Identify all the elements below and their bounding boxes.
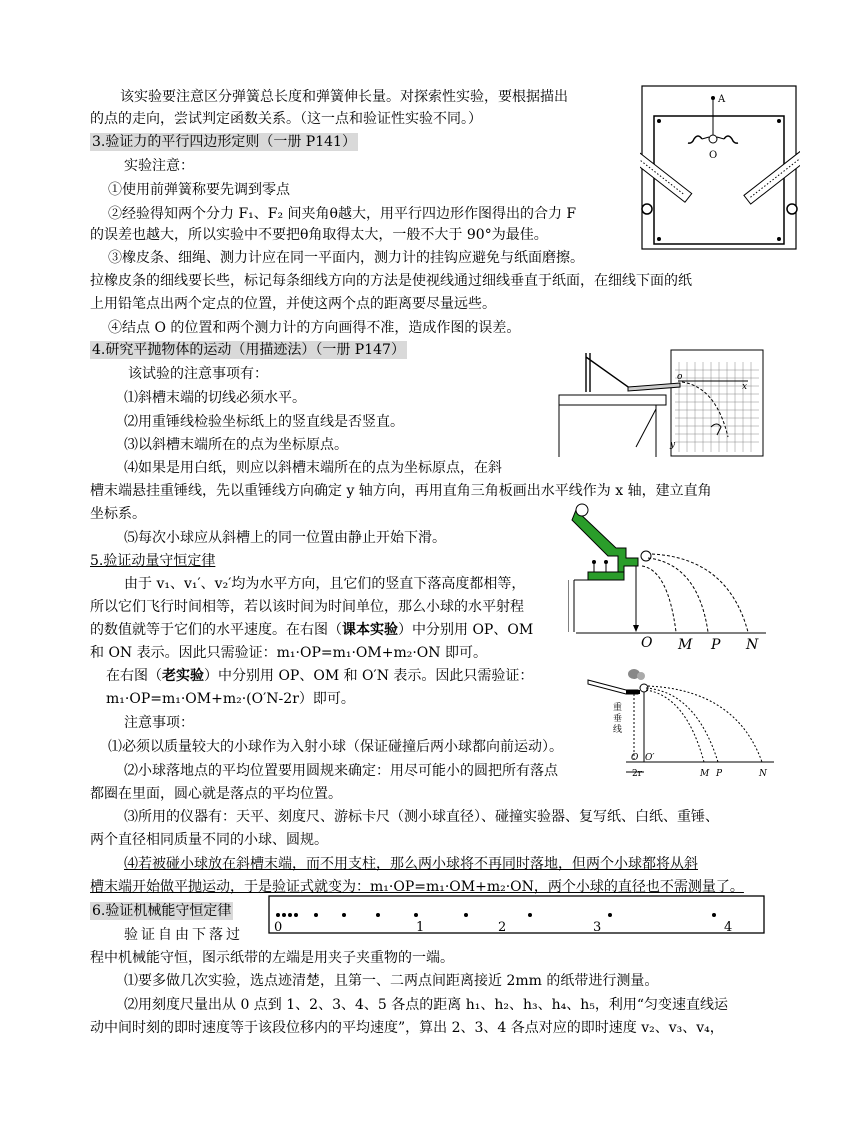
momentum-old-figure — [586, 652, 776, 782]
tape-label-4: 4 — [724, 920, 733, 935]
point-P: P — [711, 637, 721, 652]
s5-note-3a: ⑶所用的仪器有：天平、刻度尺、游标卡尺（测小球直径）、碰撞实验器、复写纸、白纸、重锤、 — [124, 809, 719, 825]
s4-note-4c: 坐标系。 — [90, 506, 146, 522]
s3-note-3b: 拉橡皮条的细线要长些，标记每条细线方向的方法是使视线通过细线垂直于纸面，在细线下面的纸 — [90, 273, 692, 289]
s5-para-5 — [106, 667, 533, 685]
s5-para-5-pre: 在右图（ — [106, 668, 162, 684]
plumb-line-label: 重垂线 — [613, 703, 623, 735]
old-point-N: N — [759, 769, 767, 779]
point-M: M — [678, 637, 693, 652]
section-4-heading: 4.研究平抛物体的运动（用描迹法）（一册 P147） — [92, 342, 405, 358]
s6-note-2a: ⑵用刻度尺量出从 0 点到 1、2、3、4、5 各点的距离 h₁、h₂、h₃、h₄、h₅，利用“匀变速直线运 — [124, 997, 728, 1013]
point-A-label: A — [718, 94, 726, 105]
s5-para-2: 所以它们飞行时间相等，若以该时间为时间单位，那么小球的水平射程 — [90, 599, 524, 615]
s4-note-1: ⑴斜槽末端的切线必须水平。 — [124, 390, 306, 406]
s4-note-4a: ⑷如果是用白纸，则应以斜槽末端所在的点为坐标原点，在斜 — [124, 460, 502, 476]
s5-note-3b: 两个直径相同质量不同的小球、圆规。 — [90, 832, 328, 848]
tape-label-1: 1 — [416, 920, 425, 935]
old-point-O-prime: O′ — [645, 753, 655, 763]
section-3-heading: 3.验证力的平行四边形定则（一册 P141） — [92, 134, 356, 150]
s5-note-2a: ⑵小球落地点的平均位置要用圆规来确定：用尽可能小的圆把所有落点 — [124, 763, 558, 779]
s5-note-2b: 都圈在里面，圆心就是落点的平均位置。 — [90, 786, 342, 802]
s3-note-4: ④结点 O 的位置和两个测力计的方向画得不准，造成作图的误差。 — [108, 320, 521, 336]
force-board-figure — [640, 84, 800, 254]
tape-label-3: 3 — [593, 920, 602, 935]
two-r-label: 2r — [632, 769, 643, 779]
s5-para-4: 和 ON 表示。因此只需验证：m₁·OP=m₁·OM+m₂·ON 即可。 — [90, 645, 487, 661]
intro-line-2: 的点的走向，尝试判定函数关系。（这一点和验证性实验不同。） — [90, 111, 482, 127]
s3-note-3c: 上用铅笔点出两个定点的位置，并使这两个点的距离要尽量远些。 — [90, 296, 496, 312]
y-axis-label: y — [670, 440, 676, 450]
s5-para-5-bold: 老实验 — [162, 668, 204, 684]
s3-note-2b: 的误差也越大，所以实验中不要把θ角取得太大，一般不大于 90°为最佳。 — [90, 227, 548, 243]
section-5-title: 5.验证动量守恒定律 — [90, 553, 216, 569]
projectile-apparatus-figure — [556, 347, 766, 459]
section-5-heading — [90, 552, 215, 570]
s3-subheading: 实验注意： — [124, 158, 194, 174]
s5-para-3 — [90, 621, 533, 639]
old-point-O: O — [631, 753, 639, 763]
s4-note-5: ⑸每次小球应从斜槽上的同一位置由静止开始下滑。 — [124, 530, 446, 546]
s5-para-3-pre: 的数值就等于它们的水平速度。在右图（ — [90, 622, 342, 638]
s5-note-4a: ⑷若被碰小球放在斜槽末端，而不用支柱，那么两小球将不再同时落地，但两个小球都将从斜 — [124, 856, 698, 872]
s6-para-1a: 验证自由下落过 — [124, 927, 243, 943]
s5-subheading: 注意事项： — [124, 715, 194, 731]
paper-tape-figure — [268, 895, 766, 935]
s6-note-1: ⑴要多做几次实验，选点迹清楚，且第一、二两点间距离接近 2mm 的纸带进行测量。 — [124, 973, 659, 989]
s5-note-4b: 槽末端开始做平抛运动，于是验证式就变为：m₁·OP=m₁·OM+m₂·ON，两个小球的直径也不需测量了。 — [90, 879, 744, 895]
s4-note-4b: 槽末端悬挂重锤线，先以重锤线方向确定 y 轴方向，再用直角三角板画出水平线作为 x 轴，建立直角 — [90, 483, 712, 499]
point-N: N — [746, 637, 759, 652]
s4-subheading: 该试验的注意事项有： — [128, 366, 268, 382]
s3-note-3a: ③橡皮条、细绳、测力计应在同一平面内，测力计的挂钩应避免与纸面磨擦。 — [108, 250, 584, 266]
s6-note-2b: 动中间时刻的即时速度等于该段位移内的平均速度”，算出 2、3、4 各点对应的即时速度 v₂、v₃、v₄， — [90, 1020, 724, 1036]
origin-label: o — [677, 372, 683, 382]
momentum-textbook-figure — [568, 500, 768, 652]
s5-para-5-post: ）中分别用 OP、OM 和 O′N 表示。因此只需验证： — [204, 668, 534, 684]
tape-label-2: 2 — [498, 920, 507, 935]
s5-para-3-bold: 课本实验 — [342, 622, 398, 638]
x-axis-label: x — [742, 382, 748, 392]
intro-line-1: 该实验要注意区分弹簧总长度和弹簧伸长量。对探索性实验，要根据描出 — [120, 89, 568, 105]
point-O-label: O — [709, 150, 718, 161]
s4-note-2: ⑵用重锤线检验坐标纸上的竖直线是否竖直。 — [124, 414, 404, 430]
s4-note-3: ⑶以斜槽末端所在的点为坐标原点。 — [124, 437, 348, 453]
s5-para-3-post: ）中分别用 OP、OM — [398, 622, 534, 638]
s5-para-1: 由于 v₁、v₁′、v₂′均为水平方向，且它们的竖直下落高度都相等， — [124, 576, 526, 592]
point-O: O — [641, 635, 653, 651]
s5-note-1: ⑴必须以质量较大的小球作为入射小球（保证碰撞后两小球都向前运动）。 — [108, 739, 563, 755]
s3-note-1: ①使用前弹簧称要先调到零点 — [108, 182, 290, 198]
s5-para-6: m₁·OP=m₁·OM+m₂·(O′N-2r）即可。 — [106, 691, 355, 707]
s6-para-1b: 程中机械能守恒，图示纸带的左端是用夹子夹重物的一端。 — [90, 950, 454, 966]
section-6-heading: 6.验证机械能守恒定律 — [92, 903, 232, 919]
s3-note-2a: ②经验得知两个分力 F₁、F₂ 间夹角θ越大，用平行四边形作图得出的合力 F — [108, 206, 577, 222]
tape-label-0: 0 — [274, 920, 283, 935]
old-point-M: M — [700, 769, 710, 779]
old-point-P: P — [716, 769, 723, 779]
